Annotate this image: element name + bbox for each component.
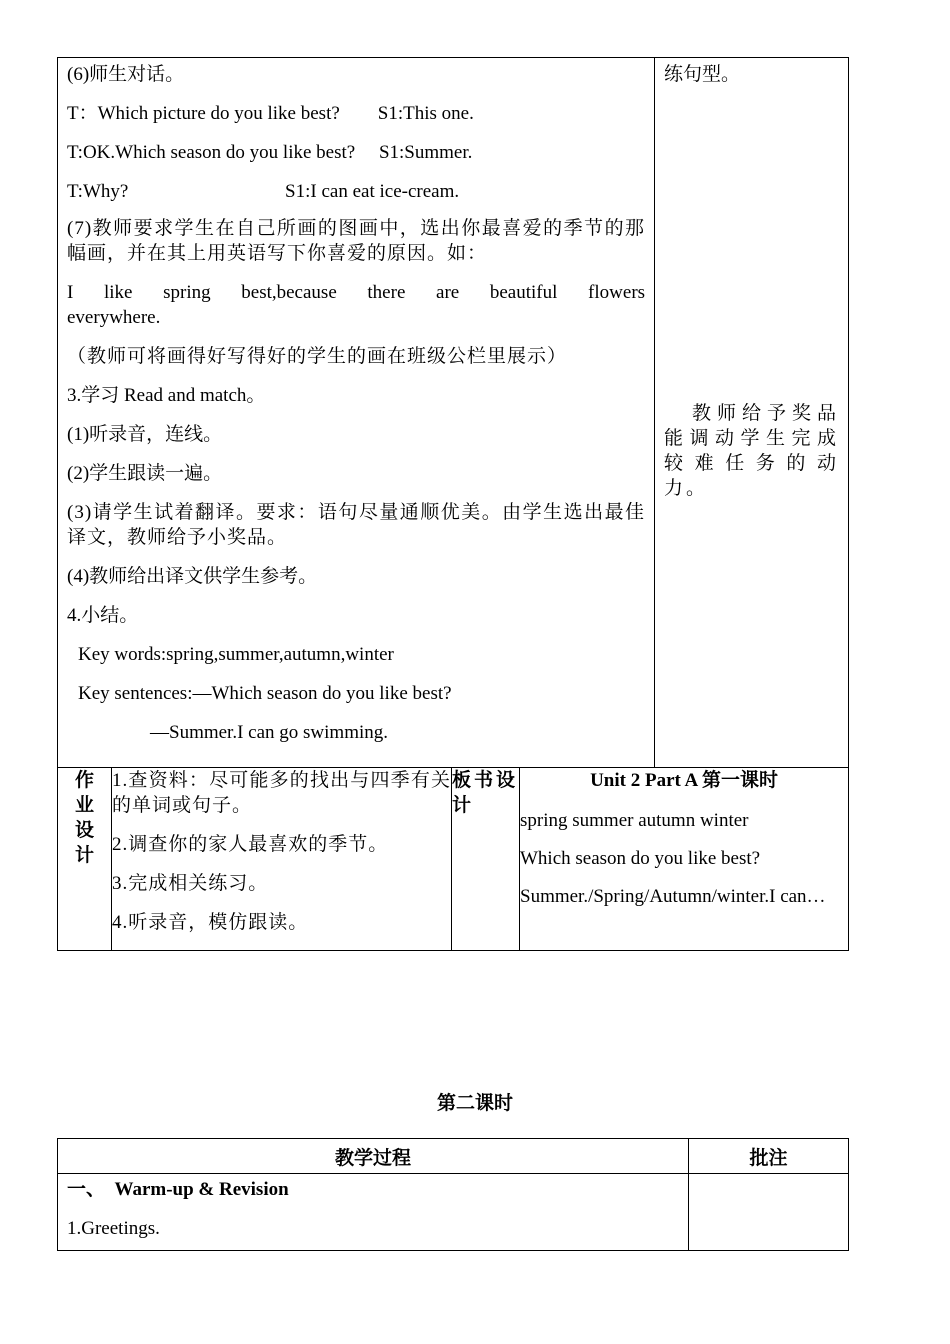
notes-cell: [689, 1174, 849, 1251]
step-6-heading: (6)师生对话。: [67, 64, 185, 85]
step-3-1: (1)听录音，连线。: [67, 424, 223, 445]
homework-cell: [112, 768, 452, 951]
greetings-line: 1.Greetings.: [67, 1218, 160, 1239]
homework-label: [58, 768, 112, 951]
step-3-3: (3)请学生试着翻译。要求：语句尽量通顺优美。由学生选出最佳译文，教师给予小奖品。: [67, 502, 646, 548]
key-words: Key words:spring,summer,autumn,winter: [78, 644, 394, 665]
step-4-heading: 4.小结。: [67, 605, 139, 626]
note-practice: 练句型。: [664, 64, 741, 85]
lesson-table-2: [57, 1138, 849, 1251]
board-line-3: Summer./Spring/Autumn/winter.I can…: [520, 886, 826, 907]
homework-item-3: 3.完成相关练习。: [112, 873, 269, 894]
board-design-cell: [520, 768, 849, 951]
board-line-2: Which season do you like best?: [520, 848, 761, 869]
lesson-table-1: [57, 57, 849, 951]
section-title: 第二课时: [436, 1093, 513, 1114]
board-design-label: 板书设计: [452, 768, 520, 951]
board-line-1: spring summer autumn winter: [520, 810, 749, 831]
header-process: 教学过程: [58, 1139, 689, 1174]
note-reward: 教师给予奖品能调动学生完成较难任务的动力。: [664, 403, 840, 499]
teaching-process-cell: [58, 58, 655, 768]
board-title: Unit 2 Part A 第一课时: [590, 770, 778, 791]
step-7-instruction: (7)教师要求学生在自己所画的图画中，选出你最喜爱的季节的那幅画，并在其上用英语写下你喜爱的原因。如：: [67, 218, 646, 264]
key-sentence-answer: —Summer.I can go swimming.: [150, 722, 389, 743]
step-3-2: (2)学生跟读一遍。: [67, 463, 223, 484]
homework-item-1: 1.查资料：尽可能多的找出与四季有关的单词或句子。: [112, 770, 451, 816]
homework-item-4: 4.听录音，模仿跟读。: [112, 912, 309, 933]
key-sentence-question: Key sentences:—Which season do you like best?: [78, 683, 452, 704]
homework-label-char: 业: [74, 795, 94, 816]
dialogue-line-1: T：Which picture do you like best? S1:This one.: [67, 103, 474, 124]
step-3-4: (4)教师给出译文供学生参考。: [67, 566, 318, 587]
annotation-cell: [655, 58, 849, 768]
warmup-heading: 一、 Warm-up & Revision: [67, 1179, 289, 1200]
display-note: （教师可将画得好写得好的学生的画在班级公栏里展示）: [67, 346, 568, 367]
homework-label-char: 计: [74, 845, 94, 866]
dialogue-line-3: T:Why? S1:I can eat ice-cream.: [67, 181, 460, 202]
homework-label-char: 设: [74, 820, 94, 841]
header-notes: 批注: [689, 1139, 849, 1174]
warmup-cell: [58, 1174, 689, 1251]
example-sentence: I like spring best,because there are beautiful flowers everywhere.: [67, 282, 646, 328]
homework-label-char: 作: [74, 770, 94, 791]
dialogue-line-2: T:OK.Which season do you like best? S1:Summer.: [67, 142, 473, 163]
step-3-heading: 3.学习 Read and match。: [67, 385, 266, 406]
homework-item-2: 2.调查你的家人最喜欢的季节。: [112, 834, 389, 855]
